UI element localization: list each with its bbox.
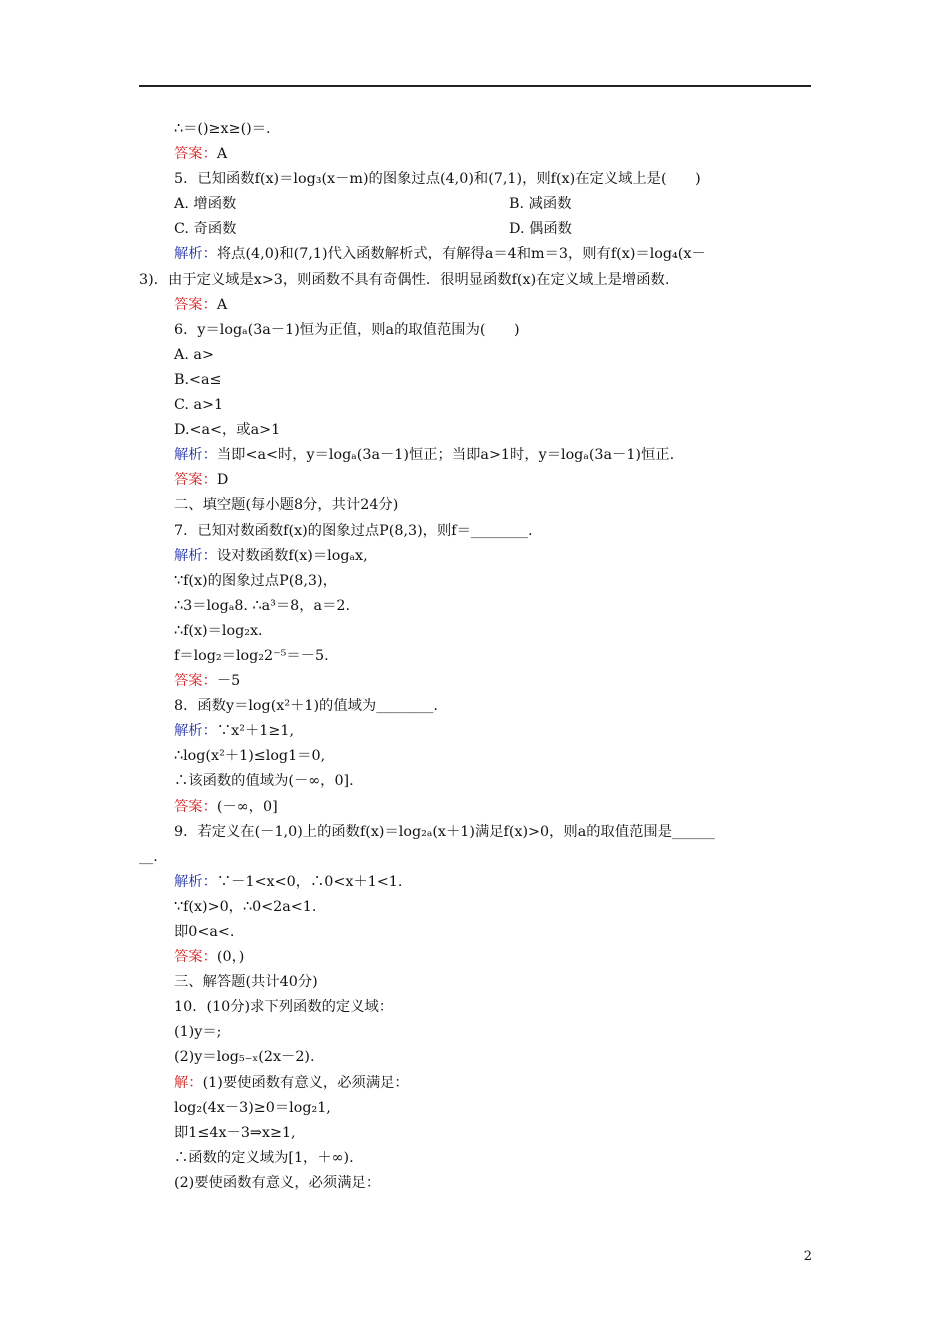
text-line [174,1146,811,1171]
line-text: A. a> [174,346,214,363]
choice-option: C. 奇函数 [174,221,237,238]
text-line [174,920,811,945]
text-line [174,795,811,820]
answer-label: 答案： [174,296,217,313]
line-text: 5．已知函数f(x)＝log₃(x－m)的图象过点(4,0)和(7,1)，则f(x)在定义域上是( ) [174,171,701,188]
analysis-label: 解析： [174,547,217,564]
line-text: 即0<a<. [174,924,235,940]
line-text: A [216,296,228,313]
line-text: (1)y＝; [174,1024,222,1041]
choice-option: A. 增函数 [174,196,237,213]
line-text: 即1≤4x－3⇒x≥1, [174,1124,296,1141]
line-text: ∴函数的定义域为[1，＋∞). [174,1149,354,1166]
line-text: 将点(4,0)和(7,1)代入函数解析式，有解得a＝4和m＝3，则有f(x)＝log₄(x－ [216,246,706,263]
text-line [174,644,811,669]
text-line [174,368,811,393]
text-line [174,1045,811,1070]
text-line [174,569,811,594]
header-rule [139,85,811,87]
text-line [139,845,811,870]
analysis-label: 解析： [174,246,217,263]
line-text: log₂(4x－3)≥0＝log₂1, [174,1099,331,1116]
text-line [174,293,811,318]
text-line [174,769,811,794]
line-text: C. a>1 [174,397,224,414]
text-line [174,744,811,769]
text-line [174,895,811,920]
line-text: 6．y＝logₐ(3a－1)恒为正值，则a的取值范围为( ) [174,321,520,338]
text-line [174,318,811,343]
text-line [174,544,811,569]
text-line [174,820,811,845]
line-text: 8．函数y＝log(x²＋1)的值域为________. [174,698,438,715]
line-text: __. [139,848,158,865]
line-text: (2)y＝log₅₋ₓ(2x－2). [174,1049,315,1066]
text-line [174,418,811,443]
line-text: A [216,146,228,163]
text-line [174,1171,811,1196]
line-text: 设对数函数f(x)＝logₐx, [216,547,368,564]
line-text: ∴该函数的值域为(－∞，0]. [174,773,354,790]
analysis-label: 解析： [174,873,217,890]
text-line [174,1020,811,1045]
line-text: (0，) [216,949,245,966]
text-line [174,117,811,142]
line-text: (1)要使函数有意义，必须满足： [202,1074,409,1091]
line-text: D.<a<，或a>1 [174,422,281,439]
text-line [174,594,811,619]
text-line [174,217,811,242]
line-text: B.<a≤ [174,371,222,388]
line-text: 二、填空题(每小题8分，共计24分) [174,497,399,514]
answer-label: 答案： [174,146,217,163]
text-line [174,167,811,192]
line-text: f＝log₂＝log₂2⁻⁵＝－5. [174,647,329,664]
text-line [174,694,811,719]
line-text: ∵－1<x<0，∴0<x＋1<1. [216,873,403,890]
line-text: ∴log(x²＋1)≤log1＝0, [174,748,326,765]
choice-option: D. 偶函数 [509,221,572,238]
line-text: 10．(10分)求下列函数的定义域： [174,999,394,1016]
line-text: 当即<a<时，y＝logₐ(3a－1)恒正；当即a>1时，y＝logₐ(3a－1)恒正. [216,447,675,464]
answer-label: 解： [174,1074,203,1091]
analysis-label: 解析： [174,447,217,464]
line-text: 7．已知对数函数f(x)的图象过点P(8,3)，则f＝________. [174,522,533,539]
text-line [174,945,811,970]
line-text: ∴＝()≥x≥()＝. [174,121,271,137]
answer-label: 答案： [174,949,217,966]
line-text: D [216,472,229,489]
text-line [174,1121,811,1146]
text-line [174,468,811,493]
text-line [174,669,811,694]
line-text: ∴3＝logₐ8. ∴a³＝8，a＝2. [174,597,351,614]
text-line [174,142,811,167]
text-line [174,995,811,1020]
document-body [139,117,811,1196]
text-line [174,719,811,744]
analysis-label: 解析： [174,723,217,740]
line-text: (－∞，0] [216,798,278,815]
choice-option: B. 减函数 [509,196,572,213]
line-text: －5 [216,673,241,690]
text-line [139,268,811,293]
text-line [174,393,811,418]
text-line [174,1071,811,1096]
text-line [174,619,811,644]
text-line [174,242,811,267]
answer-label: 答案： [174,798,217,815]
text-line [174,870,811,895]
line-text: ∵x²＋1≥1, [216,723,294,740]
text-line [174,1096,811,1121]
text-line [174,970,811,995]
answer-label: 答案： [174,472,217,489]
text-line [174,192,811,217]
answer-label: 答案： [174,673,217,690]
text-line [174,343,811,368]
text-line [174,519,811,544]
text-line [174,443,811,468]
page-number: 2 [803,1249,812,1264]
line-text: 9．若定义在(－1,0)上的函数f(x)＝log₂ₐ(x＋1)满足f(x)>0，则a的取值范围是______ [174,823,715,840]
line-text: ∵f(x)>0，∴0<2a<1. [174,898,317,915]
line-text: ∵f(x)的图象过点P(8,3)， [174,572,337,589]
text-line [174,493,811,518]
line-text: 3)．由于定义域是x>3，则函数不具有奇偶性．很明显函数f(x)在定义域上是增函数. [139,271,670,288]
line-text: 三、解答题(共计40分) [174,974,318,991]
line-text: (2)要使函数有意义，必须满足： [174,1174,381,1191]
line-text: ∴f(x)＝log₂x. [174,622,263,639]
